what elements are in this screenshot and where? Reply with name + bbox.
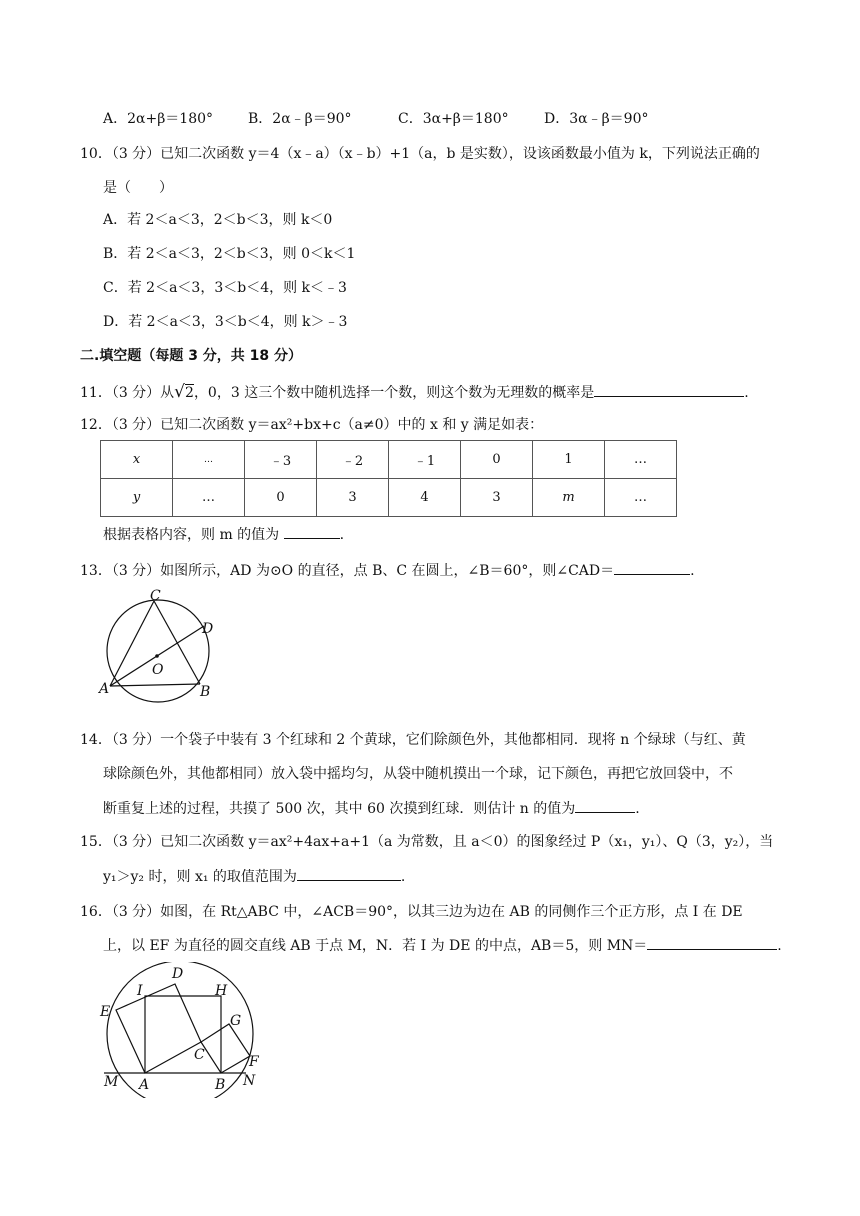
table-cell: …: [605, 479, 677, 517]
q9-option-c: C．3α+β＝180°: [398, 111, 509, 127]
q14-line1: 14．（3 分）一个袋子中装有 3 个红球和 2 个黄球，它们除颜色外，其他都相同．现将 n 个绿球（与红、黄: [80, 732, 746, 748]
answer-blank[interactable]: [284, 524, 340, 539]
table-cell: ﹣2: [317, 441, 389, 479]
center-point: [155, 654, 159, 658]
label-m: M: [104, 1074, 119, 1090]
q16-line1: 16．（3 分）如图，在 Rt△ABC 中，∠ACB＝90°，以其三边为边在 AB 的同侧作三个正方形，点 I 在 DE: [80, 904, 743, 920]
segment-ab: [110, 684, 200, 686]
table-cell: 3: [461, 479, 533, 517]
answer-blank[interactable]: [575, 798, 635, 813]
segment-ac: [110, 601, 154, 686]
q14-end: .: [635, 801, 640, 817]
answer-blank[interactable]: [647, 935, 777, 950]
q15-line2-text: y₁＞y₂ 时，则 x₁ 的取值范围为: [103, 869, 297, 885]
q14-line3: [103, 798, 640, 819]
section-title: 二.填空题（每题 3 分，共 18 分）: [80, 348, 303, 364]
label-h: H: [215, 983, 228, 999]
square-aced: [116, 984, 201, 1073]
table-row: [101, 441, 677, 479]
q14-line2: 球除颜色外，其他都相同）放入袋中摇均匀，从袋中随机摸出一个球，记下颜色，再把它放回袋中，不: [103, 766, 733, 782]
table-cell: …: [605, 441, 677, 479]
answer-blank[interactable]: [594, 382, 744, 397]
table-cell: ﹣3: [245, 441, 317, 479]
q10-option-c: C．若 2＜a＜3，3＜b＜4，则 k＜﹣3: [103, 280, 347, 296]
q11-prefix: 11．（3 分）从: [80, 385, 175, 401]
value-table: [100, 440, 677, 517]
q11-line: [80, 382, 749, 403]
answer-blank[interactable]: [297, 866, 401, 881]
q16-end: .: [777, 938, 782, 954]
q15-line1: 15．（3 分）已知二次函数 y＝ax²+4ax+a+1（a 为常数，且 a＜0）的图象经过 P（x₁，y₁）、Q（3，y₂），当: [80, 834, 774, 850]
sqrt-symbol: √: [174, 382, 186, 402]
table-row: [101, 479, 677, 517]
q14-line3-text: 断重复上述的过程，共摸了 500 次，其中 60 次摸到红球．则估计 n 的值为: [103, 801, 576, 817]
squares-figure: [96, 962, 266, 1098]
label-n: N: [243, 1073, 256, 1089]
label-a: A: [139, 1077, 150, 1093]
table-cell: 0: [461, 441, 533, 479]
circle-o: [107, 600, 209, 702]
table-cell: 1: [533, 441, 605, 479]
label-c: C: [194, 1047, 205, 1063]
q9-option-a: A．2α+β＝180°: [103, 111, 214, 127]
table-cell: m: [533, 479, 605, 517]
table-cell: 3: [317, 479, 389, 517]
q9-option-b: B．2α﹣β＝90°: [248, 111, 352, 127]
label-o: O: [152, 662, 164, 678]
circle-ef: [107, 962, 253, 1098]
label-d: D: [172, 966, 184, 982]
label-c: C: [150, 588, 161, 604]
table-cell: y: [101, 479, 173, 517]
q10-option-d: D．若 2＜a＜3，3＜b＜4，则 k＞﹣3: [103, 314, 348, 330]
q10-option-b: B．若 2＜a＜3，2＜b＜3，则 0＜k＜1: [103, 246, 356, 262]
table-cell: 4: [389, 479, 461, 517]
q11-suffix: ，0，3 这三个数中随机选择一个数，则这个数为无理数的概率是: [193, 385, 595, 401]
table-cell: …: [173, 479, 245, 517]
q16-line2-text: 上，以 EF 为直径的圆交直线 AB 于点 M，N．若 I 为 DE 的中点，AB＝5，则 MN＝: [103, 938, 648, 954]
table-cell: …: [173, 441, 245, 479]
table-cell: x: [101, 441, 173, 479]
q13-line: [80, 560, 695, 581]
label-b: B: [215, 1077, 226, 1093]
label-g: G: [230, 1013, 242, 1029]
q13-stem: 13．（3 分）如图所示，AD 为⊙O 的直径，点 B、C 在圆上，∠B＝60°，则∠CAD＝: [80, 563, 615, 579]
circle-figure: [96, 588, 226, 708]
square-bcgf: [201, 1024, 250, 1073]
q10-stem-line2: 是（ ）: [103, 180, 173, 196]
q11-end: .: [744, 385, 749, 401]
q13-end: .: [690, 563, 695, 579]
q10-option-a: A．若 2＜a＜3，2＜b＜3，则 k＜0: [103, 212, 333, 228]
q16-line2: [103, 935, 782, 956]
table-cell: ﹣1: [389, 441, 461, 479]
table-cell: 0: [245, 479, 317, 517]
q12-end: .: [339, 527, 345, 543]
q15-line2: [103, 866, 405, 887]
q12-stem: 12．（3 分）已知二次函数 y＝ax²+bx+c（a≠0）中的 x 和 y 满足如表：: [80, 417, 544, 433]
answer-blank[interactable]: [614, 560, 690, 575]
label-b: B: [200, 684, 211, 700]
q10-stem-line1: 10．（3 分）已知二次函数 y＝4（x﹣a）（x﹣b）+1（a，b 是实数），设该函数最小值为 k，下列说法正确的: [80, 146, 760, 162]
q15-end: .: [400, 869, 406, 885]
label-e: E: [100, 1004, 111, 1020]
square-abhi: [145, 996, 221, 1073]
label-f: F: [249, 1054, 259, 1070]
q9-option-d: D．3α﹣β＝90°: [544, 111, 649, 127]
q12-after-prefix: 根据表格内容，则 m 的值为: [103, 527, 280, 543]
label-d: D: [202, 621, 214, 637]
label-i: I: [137, 983, 143, 999]
label-a: A: [99, 681, 110, 697]
q12-followup: [103, 524, 344, 545]
q11-radicand: 2: [185, 385, 194, 401]
